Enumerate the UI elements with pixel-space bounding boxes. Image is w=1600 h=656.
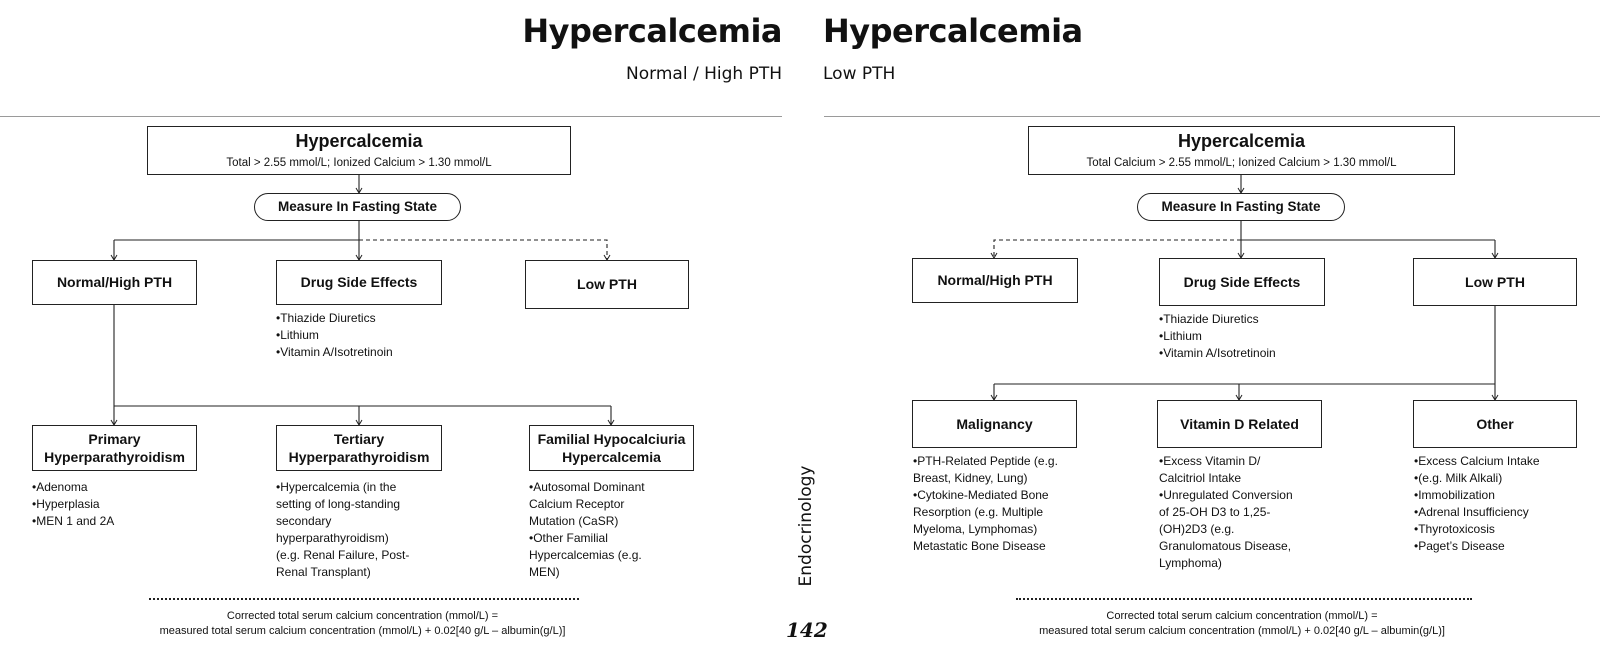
list-item: •MEN 1 and 2A [32, 514, 115, 528]
list-item: •Lithium [1159, 329, 1202, 343]
right-malignancy-list [913, 453, 1058, 555]
left-formula-divider [149, 598, 579, 600]
right-other-box [1413, 400, 1577, 448]
right-formula-line2: measured total serum calcium concentration (mmol/L) + 0.02[40 g/L – albumin(g/L)] [1039, 625, 1445, 637]
list-item: setting of long-standing [276, 497, 401, 511]
list-item: Metastatic Bone Disease [913, 539, 1046, 553]
right-drug-side-effects-label: Drug Side Effects [1183, 273, 1301, 290]
list-item: •Excess Vitamin D/ [1159, 454, 1261, 468]
left-formula-line2: measured total serum calcium concentration (mmol/L) + 0.02[40 g/L – albumin(g/L)] [159, 625, 566, 637]
right-drug-side-effects-box [1159, 258, 1325, 306]
right-corrected-calcium-formula [997, 609, 1487, 639]
right-page-title: Hypercalcemia [823, 12, 1083, 50]
left-hypercalcemia-box [147, 126, 571, 175]
list-item: •Thyrotoxicosis [1414, 522, 1495, 536]
left-primary-hpt-box [32, 425, 197, 471]
list-item: •Adenoma [32, 480, 88, 494]
left-primary-hpt-line1: Primary [88, 430, 141, 447]
left-familial-line2: Hypercalcemia [562, 449, 661, 465]
right-low-pth-label: Low PTH [1465, 273, 1525, 290]
left-drug-side-effects-label: Drug Side Effects [300, 274, 418, 291]
list-item: •Hypercalcemia (in the [276, 480, 397, 494]
left-low-pth-box [525, 260, 689, 309]
list-item: •Immobilization [1414, 488, 1495, 502]
page-number: 142 [786, 618, 828, 642]
list-item: Myeloma, Lymphomas) [913, 522, 1038, 536]
list-item: hyperparathyroidism) [276, 531, 389, 545]
right-other-label: Other [1476, 415, 1514, 432]
right-vitamin-d-box [1157, 400, 1322, 448]
right-page-subtitle: Low PTH [823, 64, 896, 84]
right-fasting-state-label: Measure In Fasting State [1161, 199, 1321, 215]
left-hypercalcemia-box-title: Hypercalcemia [295, 130, 423, 151]
left-drug-side-effects-box [276, 260, 442, 305]
right-hypercalcemia-box-title: Hypercalcemia [1177, 130, 1306, 151]
right-vitamin-d-label: Vitamin D Related [1180, 415, 1299, 432]
list-item: •Other Familial [529, 531, 608, 545]
left-primary-hpt-line2: Hyperparathyroidism [44, 449, 185, 465]
right-low-pth-box [1413, 258, 1577, 306]
left-normal-high-pth-label: Normal/High PTH [56, 274, 173, 291]
list-item: Hypercalcemias (e.g. [529, 548, 642, 562]
list-item: Granulomatous Disease, [1159, 539, 1292, 553]
section-label-endocrinology: Endocrinology [796, 465, 816, 587]
left-familial-causes-list [529, 479, 645, 581]
list-item: •Paget’s Disease [1414, 539, 1505, 553]
list-item: •Thiazide Diuretics [276, 311, 376, 325]
right-hypercalcemia-box-criteria: Total Calcium > 2.55 mmol/L; Ionized Calcium > 1.30 mmol/L [1086, 157, 1397, 170]
list-item: •Thiazide Diuretics [1159, 312, 1259, 326]
left-fasting-state-label: Measure In Fasting State [277, 199, 438, 215]
left-low-pth-label: Low PTH [577, 276, 637, 293]
list-item: (e.g. Renal Failure, Post- [276, 548, 410, 562]
list-item: (OH)2D3 (e.g. [1159, 522, 1235, 536]
left-hypercalcemia-box-criteria: Total > 2.55 mmol/L; Ionized Calcium > 1.30 mmol/L [226, 157, 492, 170]
list-item: •Unregulated Conversion [1159, 488, 1293, 502]
left-tertiary-causes-list [276, 479, 409, 581]
right-malignancy-box [912, 400, 1077, 448]
left-drug-list [276, 310, 393, 361]
list-item: •Hyperplasia [32, 497, 100, 511]
left-tertiary-hpt-line2: Hyperparathyroidism [288, 449, 430, 465]
left-page-subtitle: Normal / High PTH [626, 64, 782, 84]
list-item: MEN) [529, 565, 560, 579]
right-fasting-state-node [1137, 193, 1345, 221]
list-item: Renal Transplant) [276, 565, 371, 579]
list-item: •Vitamin A/Isotretinoin [1159, 346, 1276, 360]
right-malignancy-label: Malignancy [956, 415, 1033, 432]
right-drug-list [1159, 311, 1276, 362]
list-item: •Lithium [276, 328, 319, 342]
list-item: •Excess Calcium Intake [1414, 454, 1540, 468]
list-item: •Autosomal Dominant [529, 480, 645, 494]
right-normal-high-pth-box [912, 258, 1078, 303]
left-primary-causes-list [32, 479, 114, 530]
right-formula-divider [1016, 598, 1472, 600]
list-item: Calcitriol Intake [1159, 471, 1242, 485]
list-item: •Cytokine-Mediated Bone [913, 488, 1049, 502]
list-item: Mutation (CaSR) [529, 514, 619, 528]
right-vitamin-d-list [1159, 453, 1293, 572]
right-dashed-to-normal-pth [994, 240, 1241, 258]
list-item: Calcium Receptor [529, 497, 625, 511]
list-item: Resorption (e.g. Multiple [913, 505, 1044, 519]
left-formula-line1: Corrected total serum calcium concentration (mmol/L) = [226, 610, 499, 622]
list-item: Lymphoma) [1159, 556, 1222, 570]
list-item: Breast, Kidney, Lung) [913, 471, 1028, 485]
right-hypercalcemia-box [1028, 126, 1455, 175]
left-fasting-state-node [254, 193, 461, 221]
left-familial-line1: Familial Hypocalciuria [537, 430, 686, 447]
left-familial-box [529, 425, 694, 471]
left-dashed-to-low-pth [359, 240, 607, 260]
list-item: •Vitamin A/Isotretinoin [276, 345, 393, 359]
list-item: of 25-OH D3 to 1,25- [1159, 505, 1271, 519]
left-corrected-calcium-formula [120, 609, 605, 639]
right-normal-high-pth-label: Normal/High PTH [937, 272, 1053, 289]
left-normal-high-pth-box [32, 260, 197, 305]
left-tertiary-hpt-line1: Tertiary [333, 430, 385, 447]
list-item: •Adrenal Insufficiency [1414, 505, 1529, 519]
list-item: secondary [276, 514, 332, 528]
list-item: •PTH-Related Peptide (e.g. [913, 454, 1058, 468]
left-tertiary-hpt-box [276, 425, 442, 471]
right-other-list [1414, 453, 1540, 555]
left-page-title: Hypercalcemia [522, 12, 782, 50]
list-item: •(e.g. Milk Alkali) [1414, 471, 1503, 485]
right-formula-line1: Corrected total serum calcium concentration (mmol/L) = [1106, 610, 1378, 622]
